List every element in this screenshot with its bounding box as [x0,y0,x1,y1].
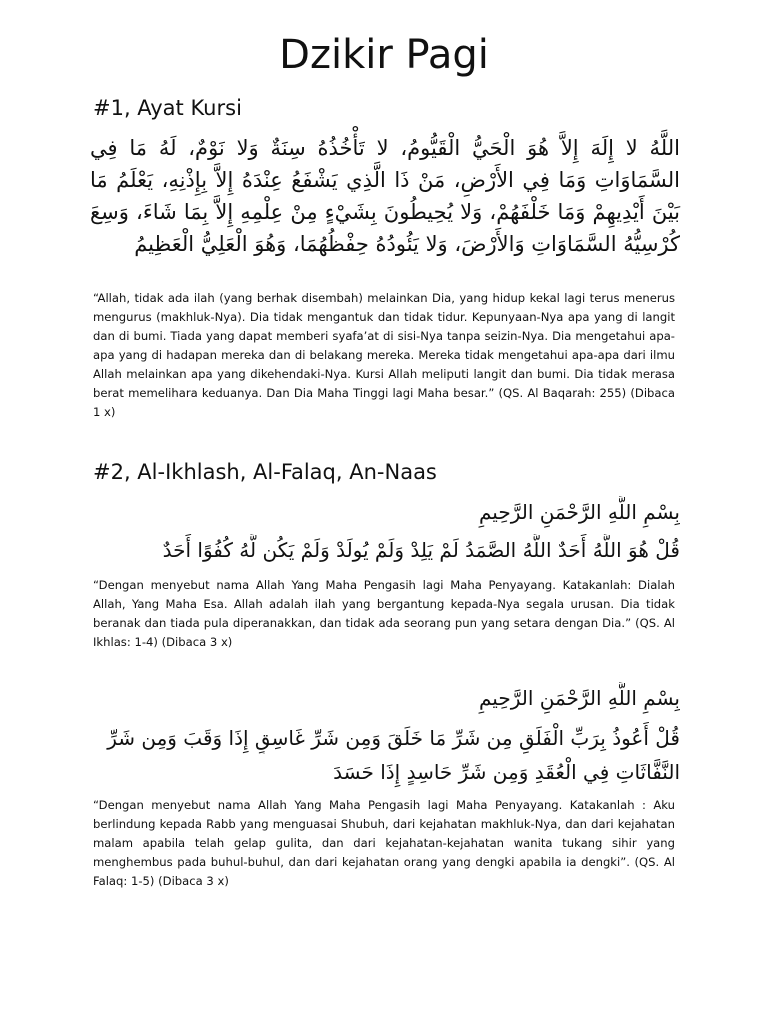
section-heading-ayat-kursi: #1, Ayat Kursi [93,96,242,120]
arabic-basmalah-falaq: بِسْمِ اللَّهِ الرَّحْمَنِ الرَّحِيمِ [478,686,680,710]
translation-ikhlas: “Dengan menyebut nama Allah Yang Maha Pengasih lagi Maha Penyayang. Katakanlah: Dialah Allah, Yang Maha Esa. Allah adalah ilah yang bergantung kepada-Nya segala urusan. Dia tidak beranak dan tiada pula diperanakkan, dan tidak ada seorang pun yang setara dengan Dia.” (QS. Al Ikhlas: 1-4) (Dibaca 3 x) [93,578,675,649]
arabic-basmalah-ikhlas: بِسْمِ اللَّهِ الرَّحْمَنِ الرَّحِيمِ [478,500,680,524]
arabic-verse-falaq-line-1: قُلْ أَعُوذُ بِرَبِّ الْفَلَقِ مِن شَرِّ مَا خَلَقَ وَمِن شَرِّ غَاسِقٍ إِذَا وَقَبَ وَمِن شَرِّ [107,726,680,750]
translation-ayat-kursi: “Allah, tidak ada ilah (yang berhak disembah) melainkan Dia, yang hidup kekal lagi terus menerus mengurus (makhluk-Nya). Dia tidak mengantuk dan tidak tidur. Kepunyaan-Nya apa yang di langit dan di bumi. Tiada yang dapat memberi syafa’at di sisi-Nya tanpa seizin-Nya. Dia mengetahui apa-apa yang di hadapan mereka dan di belakang mereka. Mereka tidak mengetahui apa-apa dari ilmu Allah melainkan apa yang dikehendaki-Nya. Kursi Allah meliputi langit dan bumi. Dia tidak merasa berat memelihara keduanya. Dan Dia Maha Tinggi lagi Maha besar.” (QS. Al Baqarah: 255) (Dibaca 1 x) [93,291,675,419]
arabic-text-ayat-kursi: اللَّهُ لا إِلَهَ إِلاَّ هُوَ الْحَيُّ الْقَيُّومُ، لا تَأْخُذُهُ سِنَةٌ وَلا نَوْمٌ، لَهُ مَا فِي السَّمَاوَاتِ وَمَا فِي الأَرْضِ، مَنْ ذَا الَّذِي يَشْفَعُ عِنْدَهُ إِلاَّ بِإِذْنِهِ، يَعْلَمُ مَا بَيْنَ أَيْدِيهِمْ وَمَا خَلْفَهُمْ، وَلا يُحِيطُونَ بِشَيْءٍ مِنْ عِلْمِهِ إِلاَّ بِمَا شَاءَ، وَسِعَ كُرْسِيُّهُ السَّمَاوَاتِ وَالأَرْضَ، وَلا يَئُودُهُ حِفْظُهُمَا، وَهُوَ الْعَلِيُّ الْعَظِيمُ [90,136,680,256]
page-title: Dzikir Pagi [279,32,489,78]
arabic-verse-falaq-line-2: النَّفَّاثَاتِ فِي الْعُقَدِ وَمِن شَرِّ حَاسِدٍ إِذَا حَسَدَ [333,760,680,784]
arabic-verse-ikhlas: قُلْ هُوَ اللَّهُ أَحَدٌ اللَّهُ الصَّمَدُ لَمْ يَلِدْ وَلَمْ يُولَدْ وَلَمْ يَكُن لَّهُ كُفُوًا أَحَدٌ [162,538,680,562]
section-heading-three-quls: #2, Al-Ikhlash, Al-Falaq, An-Naas [93,460,437,484]
translation-falaq: “Dengan menyebut nama Allah Yang Maha Pengasih lagi Maha Penyayang. Katakanlah : Aku berlindung kepada Rabb yang menguasai Shubuh, dari kejahatan makhluk-Nya, dan dari kejahatan malam apabila telah gelap gulita, dan dari kejahatan-kejahatan wanita tukang sihir yang menghembus pada buhul-buhul, dan dari kejahatan orang yang dengki apabila ia dengki”. (QS. Al Falaq: 1-5) (Dibaca 3 x) [93,798,675,888]
